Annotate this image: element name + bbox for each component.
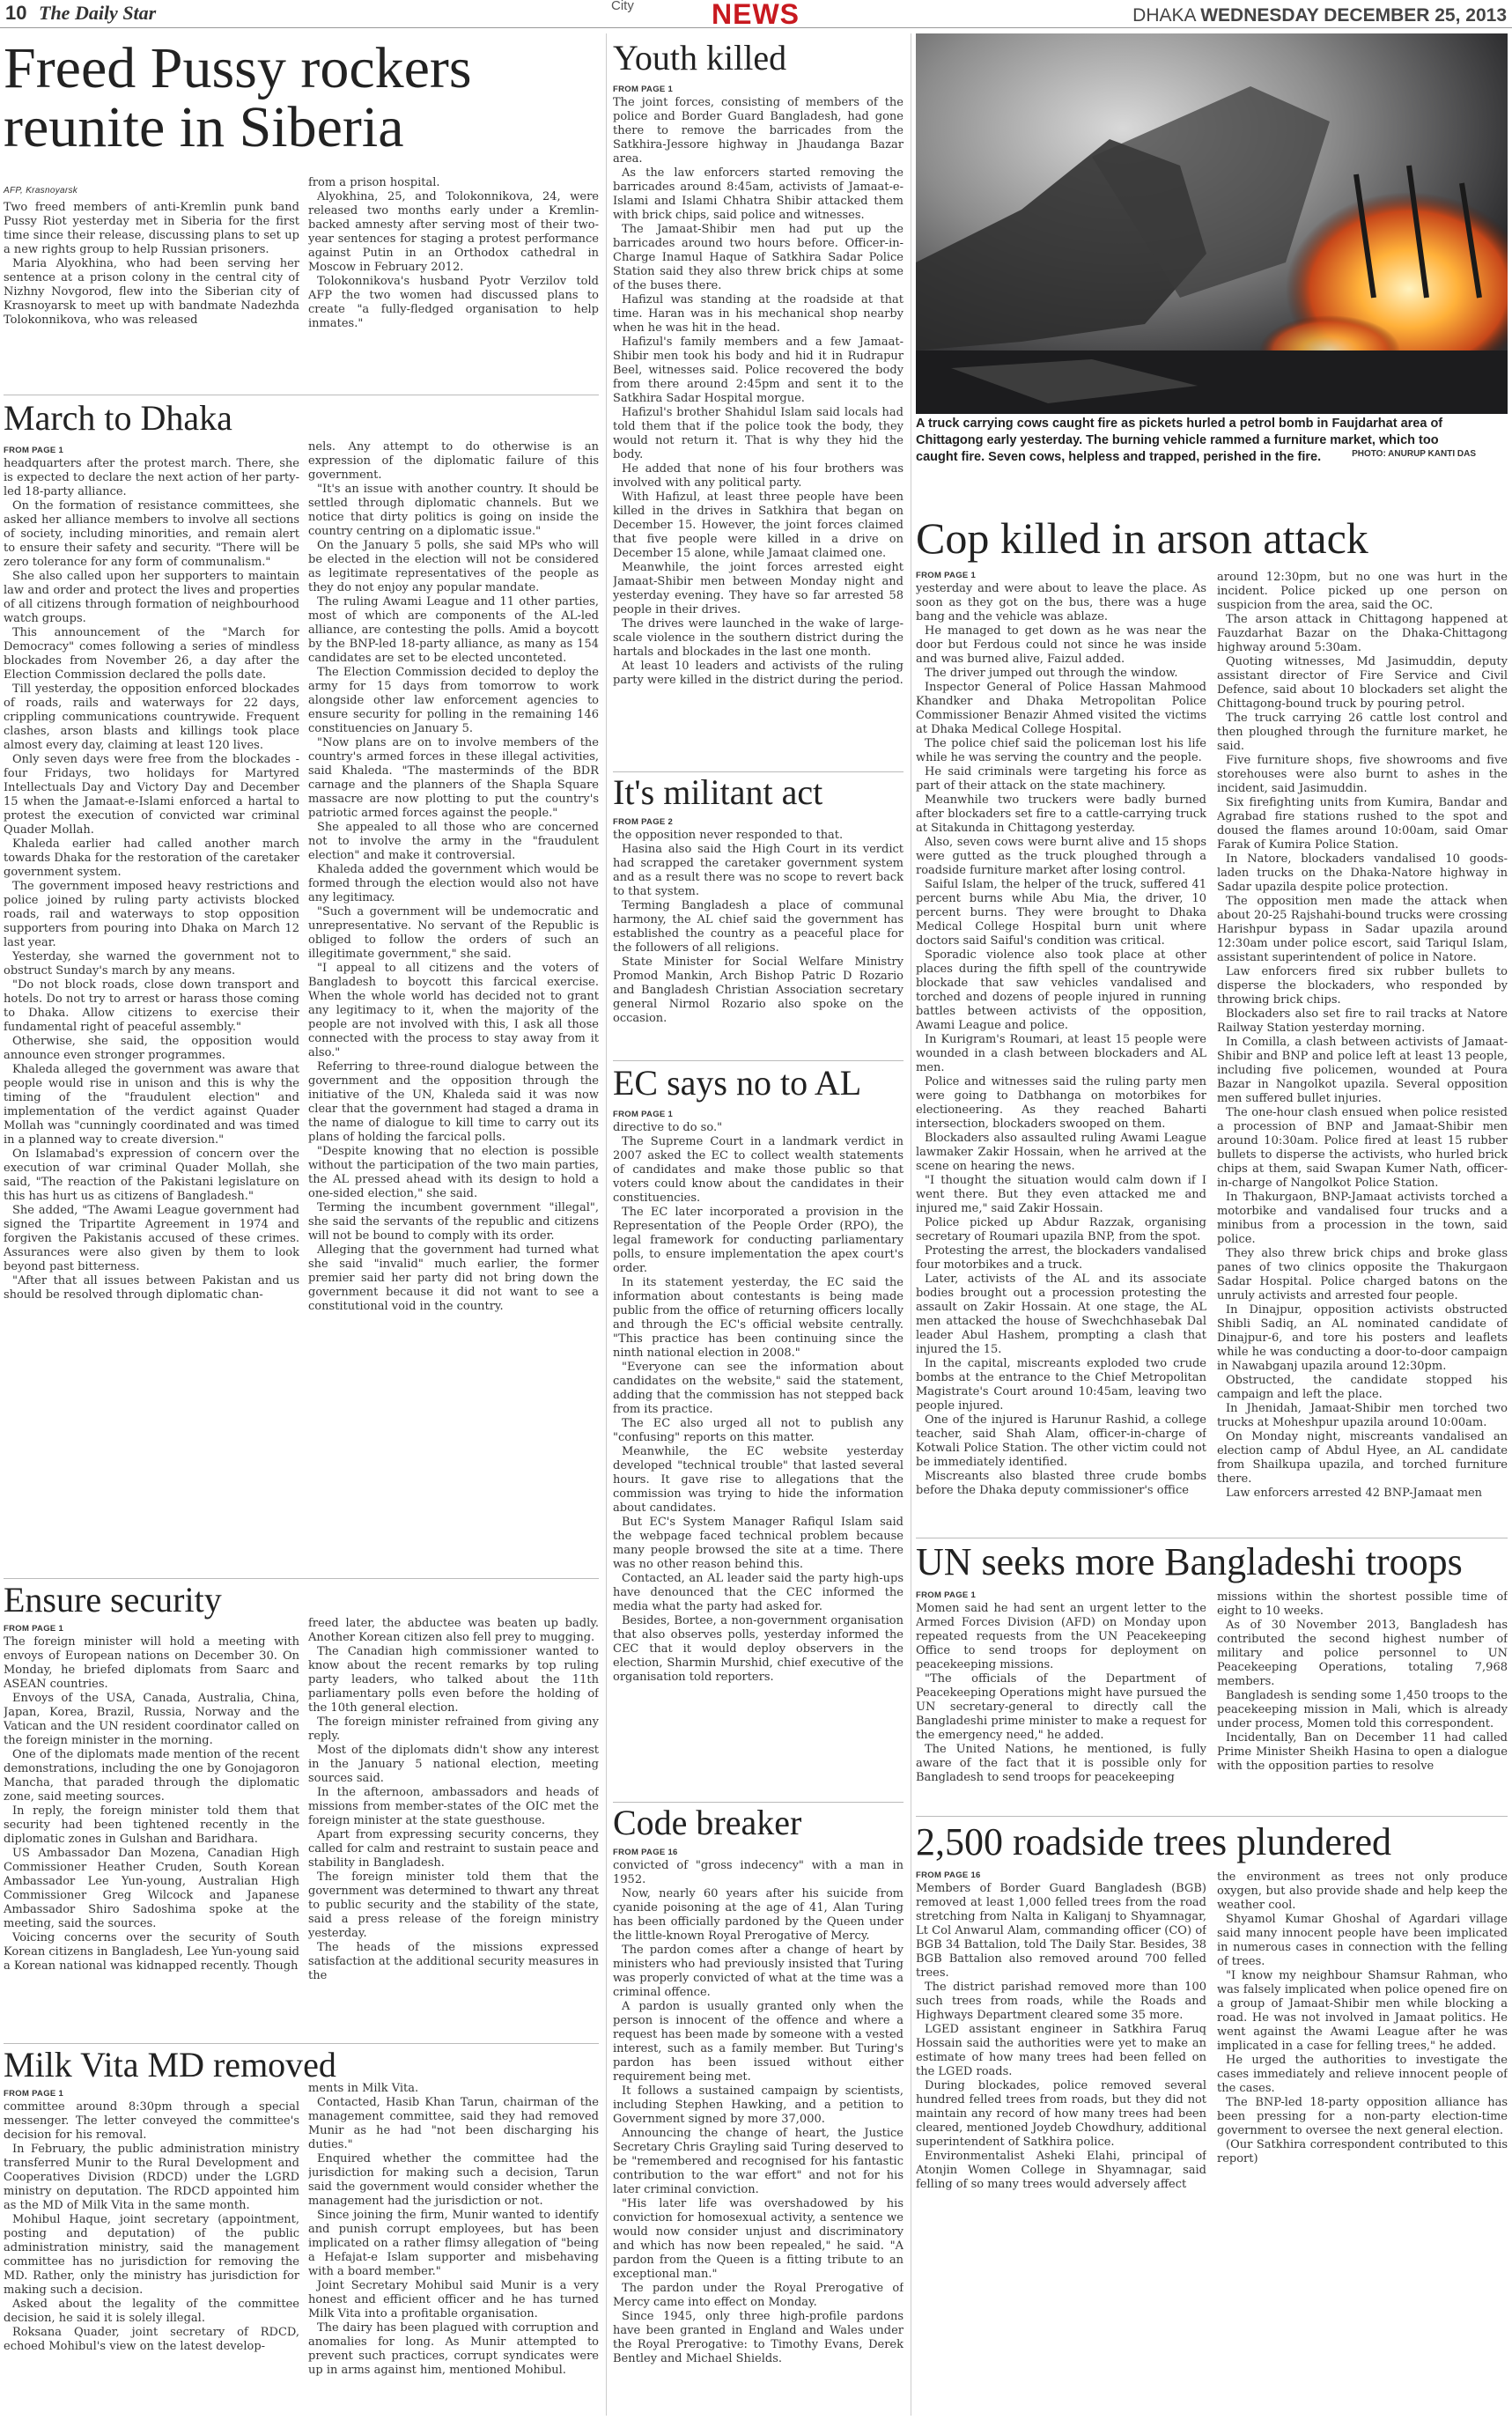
article-body <box>613 829 904 1058</box>
paragraph: It follows a sustained campaign by scientists, including Stephen Hawking, and a petition to Government signed by more 37,000. <box>613 2084 904 2126</box>
paragraph: Apart from expressing security concerns, they called for calm and restraint to sustain peace and stability in Bangladesh. <box>308 1828 599 1870</box>
paragraph: convicted of "gross indecency" with a man in 1952. <box>613 1859 904 1886</box>
paragraph: On Monday night, miscreants vandalised an election camp of Abdul Hyee, an AL candidate from Shailkupa upazila, and torched furniture there. <box>1217 1430 1508 1486</box>
paragraph: Yesterday, she warned the government not to obstruct Sunday's march by any means. <box>4 950 299 978</box>
paragraph: Miscreants also blasted three crude bombs before the Dhaka deputy commissioner's office <box>916 1470 1206 1497</box>
divider <box>916 1816 1508 1817</box>
paragraph: Now, nearly 60 years after his suicide from cyanide poisoning at the age of 41, Alan Turing has been officially pardoned by the Queen under the little-known Royal Prerogative of Mercy. <box>613 1887 904 1943</box>
masthead <box>0 0 1512 28</box>
paragraph: committee around 8:30pm through a special messenger. The letter conveyed the committee's decision for his removal. <box>4 2100 299 2142</box>
paragraph: Six firefighting units from Kumira, Bandar and Agrabad fire stations rushed to the spot and doused the flames around 10:00am, said Omar Farak of Kumira Police Station. <box>1217 796 1508 852</box>
paragraph: Alleging that the government had turned what she said "invalid" much earlier, the former premier said her party did not bring down the government because it did not want to see a constitutional void in the country. <box>308 1243 599 1313</box>
paragraph: On Islamabad's expression of concern over the execution of war criminal Quader Mollah, she said, "The reaction of the Pakistani legislature on this has hurt us as citizens of Bangladesh." <box>4 1147 299 1203</box>
paragraph: Inspector General of Police Hassan Mahmood Khandker and Dhaka Metropolitan Police Commissioner Benazir Ahmed visited the victims at Dhaka Medical College Hospital. <box>916 681 1206 736</box>
paragraph: Till yesterday, the opposition enforced blockades of roads, rails and waterways for 22 days, crippling communications countrywide. Frequent clashes, arson blasts and killings took place almost every day, claiming at least 120 lives. <box>4 682 299 752</box>
paragraph: The one-hour clash ensued when police resisted a procession of BNP and Jamaat-Shibir men around 10:30am. Police fired at least 15 rubber bullets to disperse the activists, who hurled brick chips at them, said Swapan Kumer Nath, officer-in-charge of Nangolkot Police Station. <box>1217 1106 1508 1190</box>
from-page: FROM PAGE 16 <box>916 1870 981 1880</box>
from-page: FROM PAGE 1 <box>4 1624 64 1634</box>
paragraph: In Dinajpur, opposition activists obstructed Shibli Sadiq, an AL nominated candidate of Dinajpur-6, and tore his posters and leaflets while he was conducting a door-to-door campaign in Nawabganj upazila around 12:30pm. <box>1217 1303 1508 1373</box>
paragraph: Sporadic violence also took place at other places during the fifth spell of the countrywide blockade that saw vehicles vandalised and torched and dozens of people injured in running battles between activists of the opposition, Awami League and police. <box>916 948 1206 1032</box>
paragraph: At least 10 leaders and activists of the ruling party were killed in the district during the period. <box>613 660 904 687</box>
paragraph: The Election Commission decided to deploy the army for 15 days from tomorrow to work alongside other law enforcement agencies to ensure security for polling in the remaining 146 constituencies on January 5. <box>308 666 599 735</box>
paragraph: Police picked up Abdur Razzak, organising secretary of Roumari upazila BNP, from the spot. <box>916 1216 1206 1243</box>
paragraph: Momen said he had sent an urgent letter to the Armed Forces Division (AFD) on Monday upon repeated requests from the UN Peacekeeping Office to send troops for deployment on peacekeeping missions. <box>916 1602 1206 1671</box>
paragraph: Asked about the legality of the committee decision, he said it is solely illegal. <box>4 2298 299 2325</box>
from-page: FROM PAGE 16 <box>613 1848 678 1857</box>
paragraph: freed later, the abductee was beaten up badly. Another Korean citizen also fell prey to mugging. <box>308 1617 599 1644</box>
paragraph: As the law enforcers started removing the barricades around 8:45am, activists of Jamaat-e-Islami and Islami Chhatra Shibir attacked them with brick chips, said police and witnesses. <box>613 166 904 222</box>
paragraph: The foreign minister will hold a meeting with envoys of European nations on December 30. On Monday, he briefed diplomats from Saarc and ASEAN countries. <box>4 1635 299 1691</box>
paragraph: Enquired whether the committee had the jurisdiction for making such a decision, Tarun said the government would consider whether the management had the jurisdiction or not. <box>308 2152 599 2208</box>
paragraph: During blockades, police removed several hundred felled trees from roads, but they did not maintain any record of how many trees had been cleared, mentioned Joydeb Chowdhury, additional superintendent of Satkhira police. <box>916 2079 1206 2149</box>
paragraph: The heads of the missions expressed satisfaction at the additional security measures in the <box>308 1941 599 1982</box>
paragraph: directive to do so." <box>613 1121 723 1134</box>
paragraph: She added, "The Awami League government had signed the Tripartite Agreement in 1974 and forgiven the Pakistanis accused of these crimes. Assurances were also given by them to look beyond past bitterness. <box>4 1204 299 1273</box>
paragraph: One of the injured is Harunur Rashid, a college teacher, said Shah Alam, officer-in-charge of Kotwali Police Station. The other victim could not be immediately identified. <box>916 1413 1206 1469</box>
photo-caption <box>916 416 1479 466</box>
paragraph: Roksana Quader, joint secretary of RDCD, echoed Mohibul's view on the latest develop- <box>4 2326 299 2353</box>
paragraph: "Such a government will be undemocratic and unrepresentative. No servant of the Republic is obliged to follow the orders of such an illegitimate government," she said. <box>308 905 599 961</box>
paragraph: from a prison hospital. <box>308 176 440 189</box>
from-page: FROM PAGE 1 <box>4 446 64 455</box>
paragraph: Contacted, an AL leader said the party high-ups have denounced that the CEC informed the media what the party had asked for. <box>613 1572 904 1613</box>
paragraph: Bangladesh is sending some 1,450 troops to the peacekeeping mission in Mali, which is already under process, Momen told this correspondent. <box>1217 1689 1508 1730</box>
paragraph: Shyamol Kumar Ghoshal of Agardari village said many innocent people have been implicated in numerous cases in connection with the felling of trees. <box>1217 1913 1508 1968</box>
article-body <box>1217 571 1508 1533</box>
paragraph: Environmentalist Asheki Elahi, principal of Atonjin Women College in Shyamnagar, said felling of so many trees would adversely affect <box>916 2150 1206 2191</box>
paragraph: Khaleda earlier had called another march towards Dhaka for the restoration of the caretaker government system. <box>4 837 299 879</box>
section-label: NEWS <box>712 0 800 30</box>
from-page: FROM PAGE 2 <box>613 817 674 827</box>
from-page: FROM PAGE 1 <box>916 1590 977 1600</box>
paragraph: The BNP-led 18-party opposition alliance has been pressing for a non-party election-time government to oversee the next general election. <box>1217 2096 1508 2137</box>
paragraph: In February, the public administration ministry transferred Munir to the Rural Development and Cooperatives Division (RDCD) under the LGRD ministry on deputation. The RDCD appointed him as the MD of Milk Vita in the same month. <box>4 2143 299 2212</box>
truck-fire-photo <box>916 33 1508 414</box>
paragraph: "Despite knowing that no election is possible without the participation of the two main parties, the AL pressed ahead with its design to hold a one-sided election," she said. <box>308 1145 599 1200</box>
paragraph: This announcement of the "March for Democracy" comes following a series of mindless blockades from November 26, a day after the Election Commission declared the polls date. <box>4 626 299 682</box>
paragraph: Alyokhina, 25, and Tolokonnikova, 24, were released two months early under a Kremlin-backed amnesty after serving most of their two-year sentences for staging a protest performance against Putin in an Orthodox cathedral in Moscow in February 2012. <box>308 190 599 274</box>
paragraph: The driver jumped out through the window. <box>925 667 1178 680</box>
paragraph: "The officials of the Department of Peacekeeping Operations might have pursued the UN secretary-general to directly call the Bangladeshi prime minister to make a request for the emergency need," he added. <box>916 1672 1206 1742</box>
paragraph: Otherwise, she said, the opposition would announce even stronger programmes. <box>4 1035 299 1062</box>
paragraph: The Jamaat-Shibir men had put up the barricades around two hours before. Officer-in-Charge Inamul Haque of Satkhira Sadar Police Station said they also threw brick chips at some of the buses there. <box>613 223 904 292</box>
article-body <box>308 176 599 387</box>
paragraph: The United Nations, he mentioned, is fully aware of the fact that it is possible only for Bangladesh to send troops for peacekeeping <box>916 1743 1206 1784</box>
article-body <box>4 201 299 386</box>
paper-logo: The Daily Star <box>39 2 157 24</box>
paragraph: "I know my neighbour Shamsur Rahman, who was falsely implicated when police opened fire on a group of Jamaat-Shibir men while blocking a road. He was not involved in Jamaat politics. He went against the Awami League after he was implicated in a case for felling trees," he added. <box>1217 1969 1508 2053</box>
paragraph: "I appeal to all citizens and the voters of Bangladesh to boycott this farcical exercise. When the whole world has decided not to grant any legitimacy to it, when the majority of the people are not involved with this, I ask all those connected with the process to stay away from it also." <box>308 962 599 1059</box>
article-body <box>308 1617 599 2039</box>
article-body <box>1217 1870 1508 2416</box>
paragraph: Since 1945, only three high-profile pardons have been granted in England and Wales under the Royal Prerogative: to Timothy Evans, Derek Bentley and Michael Shields. <box>613 2310 904 2365</box>
article-body <box>4 457 299 1574</box>
article-body <box>4 1635 299 2039</box>
article-body <box>613 96 904 767</box>
paragraph: He managed to get down as he was near the door but Ferdous could not since he was inside and was burned alive, Faizul added. <box>916 624 1206 666</box>
paragraph: The EC also urged all not to publish any "confusing" reports on this matter. <box>613 1417 904 1444</box>
headline-un-seeks-troops: UN seeks more Bangladeshi troops <box>916 1540 1463 1583</box>
paragraph: Members of Border Guard Bangladesh (BGB) removed at least 1,000 felled trees from the road stretching from Nalta in Kaliganj to Shyamnagar, Lt Col Anwarul Alam, commanding officer (CO) of BGB 34 Battalion, told The Daily Star. Besides, 38 BGB Battalion also removed around 700 felled trees. <box>916 1882 1206 1980</box>
paragraph: Terming Bangladesh a place of communal harmony, the AL chief said the government has established the country as a peaceful place for the followers of all religions. <box>613 899 904 955</box>
paragraph: yesterday and were about to leave the place. As soon as they got on the bus, there was a huge bang and the vehicle was ablaze. <box>916 582 1206 623</box>
paragraph: headquarters after the protest march. There, she is expected to declare the next action of her party-led 18-party alliance. <box>4 457 299 498</box>
divider <box>4 1578 599 1579</box>
headline-militant-act: It's militant act <box>613 772 823 812</box>
paragraph: The ruling Awami League and 11 other parties, most of which are components of the AL-led alliance, are contesting the polls. Amid a boycott by the BNP-led 18-party alliance, as many as 154 candidates are set to be elected unconteted. <box>308 595 599 665</box>
paragraph: The arson attack in Chittagong happened at Fauzdarhat Bazar on the Dhaka-Chittagong highway around 5:30am. <box>1217 613 1508 654</box>
paragraph: the environment as trees not only produce oxygen, but also provide shade and help keep the weather cool. <box>1217 1870 1508 1912</box>
article-body <box>613 1859 904 2416</box>
paragraph: Contacted, Hasib Khan Tarun, chairman of the management committee, said they had removed Munir as he had "not been discharging his duties." <box>308 2096 599 2151</box>
paragraph: The EC later incorporated a provision in the Representation of the People Order (RPO), the legal framework for conducting parliamentary polls, to ensure implementation the apex court's order. <box>613 1206 904 1275</box>
paragraph: "Do not block roads, close down transport and hotels. Do not try to arrest or harass those coming to Dhaka. Allow citizens to exercise their fundamental right of peaceful assembly." <box>4 978 299 1034</box>
paragraph: In the capital, miscreants exploded two crude bombs at the entrance to the Chief Metropolitan Magistrate's Court around 10:45am, leaving two people injured. <box>916 1357 1206 1413</box>
paragraph: With Hafizul, at least three people have been killed in the drives in Satkhira that began on December 15. However, the joint forces claimed that five people were killed in a drive on December 15 alone, while Jamaat claimed one. <box>613 491 904 560</box>
paragraph: LGED assistant engineer in Satkhira Faruq Hossain said the authorities were yet to make an estimate of how many trees had been felled on the LGED roads. <box>916 2023 1206 2078</box>
paragraph: Blockaders also assaulted ruling Awami League lawmaker Zakir Hossain, when he arrived at the scene on hearing the news. <box>916 1132 1206 1173</box>
paragraph: He added that none of his four brothers was involved with any political party. <box>613 462 904 490</box>
paragraph: In Natore, blockaders vandalised 10 goods-laden trucks on the Dhaka-Natore highway in Sadar upazila despite police protection. <box>1217 852 1508 894</box>
paragraph: Tolokonnikova's husband Pyotr Verzilov told AFP the two women had discussed plans to create "a fully-fledged organisation to help inmates." <box>308 275 599 330</box>
headline-trees-plundered: 2,500 roadside trees plundered <box>916 1820 1392 1863</box>
paragraph: The opposition men made the attack when about 20-25 Rajshahi-bound trucks were crossing Harishpur bypass in Sadar upazila around 12:30am under police escort, said Tariqul Islam, assistant superintendent of police in Natore. <box>1217 895 1508 964</box>
paragraph: In Comilla, a clash between activists of Jamaat-Shibir and BNP and police left at least 13 people, including five policemen, wounded at Poura Bazar in Nangolkot upazila. Several opposition men suffered bullet injuries. <box>1217 1036 1508 1105</box>
paragraph: Khaleda alleged the government was aware that people would rise in unison and this is why the timing of the "fraudulent election" and implementation of the verdict against Quader Mollah was "cunningly coordinated and was timed in a planned way to create diversion." <box>4 1063 299 1147</box>
divider <box>613 1060 904 1061</box>
paragraph: He said criminals were targeting his force as part of their attack on the state machinery. <box>916 765 1206 793</box>
paragraph: Obstructed, the candidate stopped his campaign and left the place. <box>1217 1374 1508 1401</box>
divider <box>4 2043 599 2044</box>
paragraph: Saiful Islam, the helper of the truck, suffered 41 percent burns while Abu Mia, the driver, 10 percent burns. They were brought to Dhaka Medical College Hospital burn unit where doctors said Saiful's condition was critical. <box>916 878 1206 948</box>
paragraph: Joint Secretary Mohibul said Munir is a very honest and efficient officer and he has turned Milk Vita into a profitable organisation. <box>308 2279 599 2320</box>
from-page: FROM PAGE 1 <box>916 571 977 580</box>
headline-march-to-dhaka: March to Dhaka <box>4 398 232 438</box>
paragraph: The pardon under the Royal Prerogative of Mercy came into effect on Monday. <box>613 2282 904 2309</box>
paragraph: But EC's System Manager Rafiqul Islam said the webpage faced technical problem because many people browsed the site at a time. There was no other reason behind this. <box>613 1516 904 1571</box>
paragraph: "Everyone can see the information about candidates on the website," said the statement, adding that the commission has not stepped back from its practice. <box>613 1361 904 1416</box>
headline-cop-killed: Cop killed in arson attack <box>916 513 1368 563</box>
paragraph: On the January 5 polls, she said MPs who will be elected in the election will not be considered as legitimate representatives of the people as they do not enjoy any popular mandate. <box>308 539 599 594</box>
headline-ensure-security: Ensure security <box>4 1580 222 1619</box>
caption-text: A truck carrying cows caught fire as pickets hurled a petrol bomb in Faujdarhat area of Chittagong early yesterday. The burning vehicle rammed a furniture market, which too caught fire. Seven cows, helpless and trapped, perished in the fire. <box>916 417 1443 464</box>
paragraph: The pardon comes after a change of heart by ministers who had previously insisted that Turing was properly convicted of what at the time was a criminal offence. <box>613 1944 904 1999</box>
paragraph: "Now plans are on to involve members of the country's armed forces in these illegal activities, said Khaleda. "The masterminds of the BDR carnage and the planners of the Shapla Square massacre are now plotting to put the country's patriotic armed forces against the people." <box>308 736 599 820</box>
paragraph: Meanwhile, the joint forces arrested eight Jamaat-Shibir men between Monday night and yesterday evening. They have so far arrested 58 people in their drives. <box>613 561 904 616</box>
paragraph: Later, activists of the AL and its associate bodies brought out a procession protesting the assault on Zakir Hossain. At one stage, the AL men attacked the house of Swechchhasebak Dal leader Abul Hashem, prompting a clash that injured the 15. <box>916 1273 1206 1356</box>
paragraph: She also called upon her supporters to maintain law and order and protect the lives and properties of all citizens through formation of neighbourhood watch groups. <box>4 570 299 625</box>
paragraph: "It's an issue with another country. It should be settled through diplomatic channels. But we notice that dirty politics is going on inside the country centring on a diplomatic issue." <box>308 483 599 538</box>
paragraph: missions within the shortest possible time of eight to 10 weeks. <box>1217 1590 1508 1618</box>
from-page: FROM PAGE 1 <box>613 1110 674 1119</box>
paragraph: He urged the authorities to investigate the cases immediately and relieve innocent people of the cases. <box>1217 2054 1508 2095</box>
paragraph: In Thakurgaon, BNP-Jamaat activists torched a motorbike and vandalised four trucks and a minibus from a procession in the town, said police. <box>1217 1191 1508 1246</box>
paragraph: The foreign minister told them that the government was determined to thwart any threat to public security and the stability of the state, said a press release of the foreign ministry yesterday. <box>308 1870 599 1940</box>
paragraph: Referring to three-round dialogue between the government and the opposition through the initiative of the UN, Khaleda said it was now clear that the government had staged a drama in the name of dialogue to kill time to carry out its plans of holding the farcical polls. <box>308 1060 599 1144</box>
paragraph: Meanwhile two truckers were badly burned after blockaders set fire to a cattle-carrying truck at Sitakunda in Chittagong yesterday. <box>916 793 1206 835</box>
headline-code-breaker: Code breaker <box>613 1803 802 1842</box>
paragraph: In Kurigram's Roumari, at least 15 people were wounded in a clash between blockaders and AL men. <box>916 1033 1206 1074</box>
paragraph: The district parishad removed more than 100 such trees from roads, while the Roads and Highways Department cleared some 35 more. <box>916 1981 1206 2022</box>
paragraph: Hafizul was standing at the roadside at that time. Haran was in his mechanical shop nearby when he was hit in the head. <box>613 293 904 335</box>
date-city: DHAKA <box>1132 5 1196 26</box>
paragraph: US Ambassador Dan Mozena, Canadian High Commissioner Heather Cruden, South Korean Ambassador Lee Yun-young, Australian High Commissioner Greg Wilcock and Japanese Ambassador Shiro Sadoshima spoke at the meeting, said the sources. <box>4 1847 299 1930</box>
paragraph: Terming the incumbent government "illegal", she said the servants of the republic and citizens will not be bound to comply with its order. <box>308 1201 599 1243</box>
paragraph: the opposition never responded to that. <box>613 829 844 842</box>
paragraph: The dairy has been plagued with corruption and anomalies for long. As Munir attempted to prevent such practices, corrupt syndicates were up in arms against him, mentioned Mohibul. <box>308 2321 599 2377</box>
paragraph: "After that all issues between Pakistan and us should be resolved through diplomatic chan- <box>4 1274 299 1302</box>
article-body <box>916 1882 1206 2416</box>
article-body <box>4 2100 299 2416</box>
paragraph: Police and witnesses said the ruling party men were going to Datbhanga on motorbikes for electioneering. As they reached Baharti intersection, blockaders swooped on them. <box>916 1075 1206 1131</box>
byline-afp: AFP, Krasnoyarsk <box>4 186 78 196</box>
paragraph: Khaleda added the government which would be formed through the election would also not have any legitimacy. <box>308 863 599 904</box>
paragraph: As of 30 November 2013, Bangladesh has contributed the second highest number of military and police personnel to UN Peacekeeping Operations, totaling 7,968 members. <box>1217 1619 1508 1688</box>
headline-pussy-riot: Freed Pussy rockers reunite in Siberia <box>4 36 472 159</box>
paragraph: Hafizul's brother Shahidul Islam said locals had told them that if the police took the body, they would not return it. That is why they hid the body. <box>613 406 904 461</box>
paragraph: The foreign minister refrained from giving any reply. <box>308 1715 599 1743</box>
paragraph: Most of the diplomats didn't show any interest in the January 5 national election, meeting sources said. <box>308 1744 599 1785</box>
from-page: FROM PAGE 1 <box>613 85 674 94</box>
page-number: 10 <box>5 2 27 24</box>
paragraph: Meanwhile, the EC website yesterday developed "technical trouble" that lasted several hours. It gave rise to allegations that the commission was trying to hide the information about candidates. <box>613 1445 904 1515</box>
paragraph: One of the diplomats made mention of the recent demonstrations, including the one by Gonojagoron Mancha, that paraded through the diplomatic zone, said meeting sources. <box>4 1748 299 1804</box>
paragraph: Hafizul's family members and a few Jamaat-Shibir men took his body and hid it in Rudrapur Beel, witnesses said. Police recovered the body from there around 2:45pm and sent it to the Satkhira Sadar Hospital morgue. <box>613 336 904 405</box>
issue-date <box>1132 5 1507 26</box>
paragraph: In the afternoon, ambassadors and heads of missions from member-states of the OIC met the foreign minister at the state guesthouse. <box>308 1786 599 1827</box>
paragraph: The truck carrying 26 cattle lost control and then ploughed through the furniture market, he said. <box>1217 712 1508 753</box>
photo-credit: PHOTO: ANURUP KANTI DAS <box>1352 449 1476 459</box>
paragraph: Maria Alyokhina, who had been serving her sentence at a prison colony in the central city of Nizhny Novgorod, flew into the Siberian city of Krasnoyarsk to meet up with bandmate Nadezhda Tolokonnikova, who was released <box>4 257 299 327</box>
from-page: FROM PAGE 1 <box>4 2089 64 2099</box>
paragraph: Five furniture shops, five showrooms and five storehouses were also burnt to ashes in the incident, said Jasimuddin. <box>1217 754 1508 795</box>
paragraph: The police chief said the policeman lost his life while he was serving the country and the people. <box>916 737 1206 764</box>
paragraph: (Our Satkhira correspondent contributed to this report) <box>1217 2138 1508 2165</box>
paragraph: Envoys of the USA, Canada, Australia, China, Japan, Korea, Brazil, Russia, Norway and the Vatican and the UN resident coordinator called on the foreign minister in the morning. <box>4 1692 299 1747</box>
paragraph: The government imposed heavy restrictions and police joined by ruling party activists blocked roads, rail and waterways to stop opposition supporters from pouring into Dhaka on March 12 last year. <box>4 880 299 949</box>
paragraph: In its statement yesterday, the EC said the information about contestants is being made public from the office of returning officers locally and through the EC's official website centrally. "This practice has been continuing since the ninth national election in 2008." <box>613 1276 904 1360</box>
paragraph: nels. Any attempt to do otherwise is an expression of the diplomatic failure of this government. <box>308 440 599 482</box>
paragraph: State Minister for Social Welfare Ministry Promod Mankin, Arch Bishop Patric D Rozario and Bangladesh Christian Association secretary general Nirmol Rozario also spoke on the occasion. <box>613 955 904 1025</box>
article-body <box>613 1121 904 1799</box>
paragraph: The Supreme Court in a landmark verdict in 2007 asked the EC to collect wealth statements of candidates and make those public so that voters could know about the candidates in their constituencies. <box>613 1135 904 1205</box>
date-main: WEDNESDAY DECEMBER 25, 2013 <box>1200 5 1507 26</box>
article-body <box>916 582 1206 1533</box>
paragraph: Protesting the arrest, the blockaders vandalised four motorbikes and a truck. <box>916 1244 1206 1272</box>
paragraph: ments in Milk Vita. <box>308 2082 419 2095</box>
paragraph: The drives were launched in the wake of large-scale violence in the southern district during the hartals and blockades in the last one month. <box>613 617 904 659</box>
headline-youth-killed: Youth killed <box>613 38 787 77</box>
paragraph: Hasina also said the High Court in its verdict had scrapped the caretaker government system and as a result there was no scope to revert back to that system. <box>613 843 904 898</box>
paragraph: A pardon is usually granted only when the person is innocent of the offence and where a request has been made by someone with a vested interest, such as a family member. But Turing's pardon has been issued without either requirement being met. <box>613 2000 904 2084</box>
paragraph: Two freed members of anti-Kremlin punk band Pussy Riot yesterday met in Siberia for the first time since their release, discussing plans to set up a new rights group to help Russian prisoners. <box>4 201 299 256</box>
paragraph: Incidentally, Ban on December 11 had called Prime Minister Sheikh Hasina to open a dialogue with the opposition parties to resolve <box>1217 1731 1508 1773</box>
news-photo <box>916 33 1508 414</box>
article-body <box>308 2082 599 2416</box>
paragraph: She appealed to all those who are concerned not to involve the army in the "fraudulent election" and make it controversial. <box>308 821 599 862</box>
paragraph: "I thought the situation would calm down if I went there. But they even attacked me and injured me," said Zakir Hossain. <box>916 1174 1206 1215</box>
section-label-small: City <box>611 0 634 13</box>
paragraph: On the formation of resistance committees, she asked her alliance members to involve all sections of society, including minorities, and remain alert to ensure their safety and security. "There will be zero tolerance for any form of communalism." <box>4 499 299 569</box>
paragraph: Law enforcers arrested 42 BNP-Jamaat men <box>1226 1487 1483 1500</box>
column-rule <box>606 33 607 2416</box>
paragraph: They also threw brick chips and broke glass panes of two clinics opposite the Thakurgaon Sadar Hospital. Police charged batons on the unruly activists and arrested four people. <box>1217 1247 1508 1302</box>
headline-ec-says-no: EC says no to AL <box>613 1063 862 1103</box>
paragraph: Besides, Bortee, a non-government organisation that also observes polls, yesterday informed the CEC that it would deploy observers in the election, Sharmin Murshid, chief executive of the organisation told reporters. <box>613 1614 904 1684</box>
paragraph: Law enforcers fired six rubber bullets to disperse the blockaders, who responded by throwing brick chips. <box>1217 965 1508 1007</box>
article-body <box>308 440 599 1574</box>
paragraph: The Canadian high commissioner wanted to know about the recent remarks by top ruling party leaders, who talked about the 11th parliamentary polls even before the holding of the 10th general election. <box>308 1645 599 1715</box>
paragraph: Mohibul Haque, joint secretary (appointment, posting and deputation) of the public administration ministry, said the management committee has no jurisdiction for removing the MD. Rather, only the ministry has jurisdiction for making such a decision. <box>4 2213 299 2297</box>
paragraph: Voicing concerns over the security of South Korean citizens in Bangladesh, Lee Yun-young said a Korean national was kidnapped recently. Though <box>4 1931 299 1973</box>
paragraph: around 12:30pm, but no one was hurt in the incident. Police picked up one person on suspicion from the area, said the OC. <box>1217 571 1508 612</box>
paragraph: Announcing the change of heart, the Justice Secretary Chris Grayling said Turing deserved to be "remembered and recognised for his fantastic contribution to the war effort" and not for his later criminal conviction. <box>613 2127 904 2196</box>
article-body <box>916 1602 1206 1813</box>
paragraph: Quoting witnesses, Md Jasimuddin, deputy assistant director of Fire Service and Civil Defence, said about 10 blockaders set alight the Chittagong-bound truck by pouring petrol. <box>1217 655 1508 711</box>
paragraph: Since joining the firm, Munir wanted to identify and punish corrupt employees, but has been implicated on a rather flimsy allegation of "being a Hefajat-e Islam supporter and misbehaving with a board member." <box>308 2209 599 2278</box>
paragraph: "His later life was overshadowed by his conviction for homosexual activity, a sentence we would now consider unjust and discriminatory and which has now been repealed," he said. "A pardon from the Queen is a fitting tribute to an exceptional man." <box>613 2197 904 2281</box>
paragraph: Blockaders also set fire to rail tracks at Natore Railway Station yesterday morning. <box>1217 1007 1508 1035</box>
article-body <box>1217 1590 1508 1813</box>
paragraph: In Jhenidah, Jamaat-Shibir men torched two trucks at Moheshpur upazila around 10:00am. <box>1217 1402 1508 1429</box>
headline-milk-vita: Milk Vita MD removed <box>4 2045 336 2084</box>
paragraph: The joint forces, consisting of members of the police and Border Guard Bangladesh, had gone there to remove the barricades from the Satkhira-Jessore highway in Jhaudanga Bazar area. <box>613 96 904 166</box>
paragraph: In reply, the foreign minister told them that security had been tightened recently in the diplomatic zones in Gulshan and Baridhara. <box>4 1804 299 1846</box>
paragraph: Only seven days were free from the blockades - four Fridays, two holidays for Martyred Intellectuals Day and Victory Day and December 15 when the Jamaat-e-Islami enforced a hartal to protest the execution of convicted war criminal Quader Mollah. <box>4 753 299 837</box>
paragraph: Also, seven cows were burnt alive and 15 shops were gutted as the truck ploughed through a roadside furniture market after losing control. <box>916 836 1206 877</box>
